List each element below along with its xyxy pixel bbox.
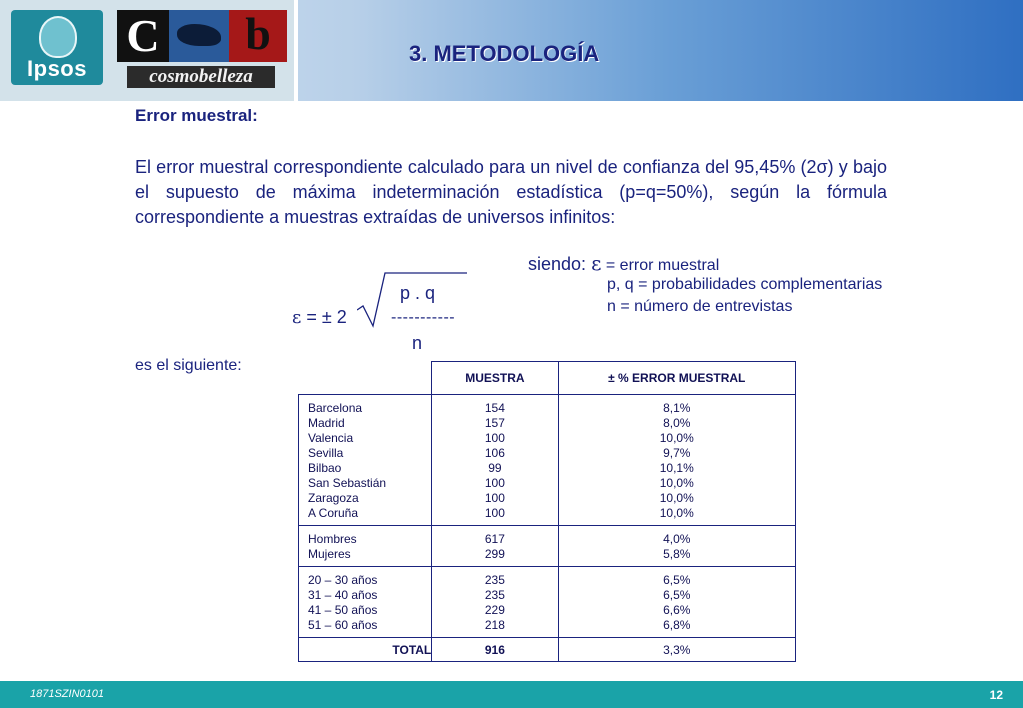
- legend-epsilon-symbol: ε: [591, 251, 602, 275]
- table-cell-value: 235: [484, 588, 505, 602]
- table-cell-value: 100: [484, 476, 505, 490]
- table-cell-value: 106: [484, 446, 505, 460]
- table-header-error: ± % ERROR MUESTRAL: [558, 362, 795, 395]
- ipsos-logo: [11, 10, 103, 85]
- table-group-row: [299, 526, 796, 567]
- table-cell-value: 100: [484, 491, 505, 505]
- table-cell-value: A Coruña: [308, 506, 359, 520]
- cmb-logo: [117, 10, 287, 62]
- table-cell-value: 10,0%: [659, 506, 694, 520]
- table-cell-value: 229: [484, 603, 505, 617]
- table-cell-value: 6,8%: [663, 618, 691, 632]
- methodology-paragraph: El error muestral correspondiente calculado para un nivel de confianza del 95,45% (2σ) y bajo el supuesto de máxima indeterminación estadística (p=q=50%), según la fórmula correspondiente a muestras extraídas de universos infinitos:: [135, 157, 887, 227]
- table-cell-value: 31 – 40 años: [308, 588, 378, 602]
- table-cell-value: 51 – 60 años: [308, 618, 378, 632]
- ipsos-logo-text: Ipsos: [27, 56, 87, 81]
- table-cell-value: 6,5%: [663, 588, 691, 602]
- total-sample: 916: [432, 638, 558, 662]
- slide-title: 3. METODOLOGÍA: [409, 41, 600, 66]
- table-cell-value: Madrid: [308, 416, 345, 430]
- section-subtitle: Error muestral:: [135, 106, 258, 125]
- table-intro: es el siguiente:: [135, 357, 242, 374]
- table-cell-value: 6,5%: [663, 573, 691, 587]
- table-cell-value: 617: [484, 532, 505, 546]
- table-cell-value: Sevilla: [308, 446, 344, 460]
- total-label: TOTAL: [299, 638, 432, 662]
- table-cell-value: Bilbao: [308, 461, 342, 475]
- table-cell-value: 20 – 30 años: [308, 573, 378, 587]
- table-total-row: [299, 638, 796, 662]
- legend-pq-definition: p, q = probabilidades complementarias: [607, 276, 883, 293]
- table-cell-value: Hombres: [308, 532, 357, 546]
- table-cell-value: 5,8%: [663, 547, 691, 561]
- footer-document-code: 1871SZIN0101: [30, 688, 104, 700]
- group-samples-cell: [432, 526, 558, 567]
- legend-epsilon-definition: = error muestral: [601, 257, 720, 274]
- formula-lhs-rest: = ± 2: [301, 307, 347, 327]
- group-errors-cell: [558, 567, 795, 638]
- logo-panel: [0, 0, 298, 101]
- formula-denominator: n: [412, 333, 423, 353]
- table-cell-value: 100: [484, 431, 505, 445]
- total-error: 3,3%: [558, 638, 795, 662]
- table-cell-value: 8,1%: [663, 401, 691, 415]
- table-cell-value: 100: [484, 506, 505, 520]
- table-cell-value: Zaragoza: [308, 491, 359, 505]
- header-banner: [0, 0, 1023, 101]
- table-cell-value: San Sebastián: [308, 476, 387, 490]
- formula-numerator: p . q: [400, 283, 436, 303]
- ipsos-face-icon: [39, 16, 77, 58]
- table-cell-value: 10,0%: [659, 491, 694, 505]
- table-cell-value: Barcelona: [308, 401, 363, 415]
- formula-lhs: [292, 307, 347, 328]
- table-cell-value: 4,0%: [663, 532, 691, 546]
- legend-epsilon-line: [528, 251, 719, 275]
- cmb-logo-b: b: [229, 10, 287, 62]
- group-labels-cell: [299, 567, 432, 638]
- group-labels-cell: [299, 395, 432, 526]
- table-cell-value: 10,1%: [659, 461, 694, 475]
- formula-epsilon: ε: [292, 307, 302, 328]
- formula-fraction-line: -----------: [391, 309, 456, 326]
- group-errors-cell: [558, 526, 795, 567]
- footer-bar: [0, 681, 1023, 708]
- table-header-blank: [299, 362, 432, 395]
- table-group-row: [299, 567, 796, 638]
- group-labels-cell: [299, 526, 432, 567]
- table-cell-value: 41 – 50 años: [308, 603, 378, 617]
- table-cell-value: Valencia: [308, 431, 354, 445]
- table-cell-value: Mujeres: [308, 547, 351, 561]
- cmb-logo-fish-icon: [169, 10, 229, 62]
- cmb-logo-c: C: [117, 10, 169, 62]
- table-header-sample: MUESTRA: [432, 362, 558, 395]
- table-cell-value: 6,6%: [663, 603, 691, 617]
- table-cell-value: 299: [484, 547, 505, 561]
- group-samples-cell: [432, 395, 558, 526]
- group-samples-cell: [432, 567, 558, 638]
- table-cell-value: 99: [488, 461, 502, 475]
- table-cell-value: 218: [484, 618, 505, 632]
- footer-page-number: 12: [989, 688, 1003, 702]
- table-cell-value: 157: [484, 416, 505, 430]
- table-group-row: [299, 395, 796, 526]
- table-cell-value: 10,0%: [659, 476, 694, 490]
- table-cell-value: 235: [484, 573, 505, 587]
- table-cell-value: 8,0%: [663, 416, 691, 430]
- table-cell-value: 9,7%: [663, 446, 691, 460]
- table-cell-value: 10,0%: [659, 431, 694, 445]
- legend-n-definition: n = número de entrevistas: [607, 298, 793, 315]
- group-errors-cell: [558, 395, 795, 526]
- legend-siendo-label: siendo:: [528, 254, 587, 274]
- cosmobelleza-logo: cosmobelleza: [127, 66, 275, 88]
- error-table: [298, 361, 796, 662]
- table-cell-value: 154: [484, 401, 505, 415]
- table-header-row: [299, 362, 796, 395]
